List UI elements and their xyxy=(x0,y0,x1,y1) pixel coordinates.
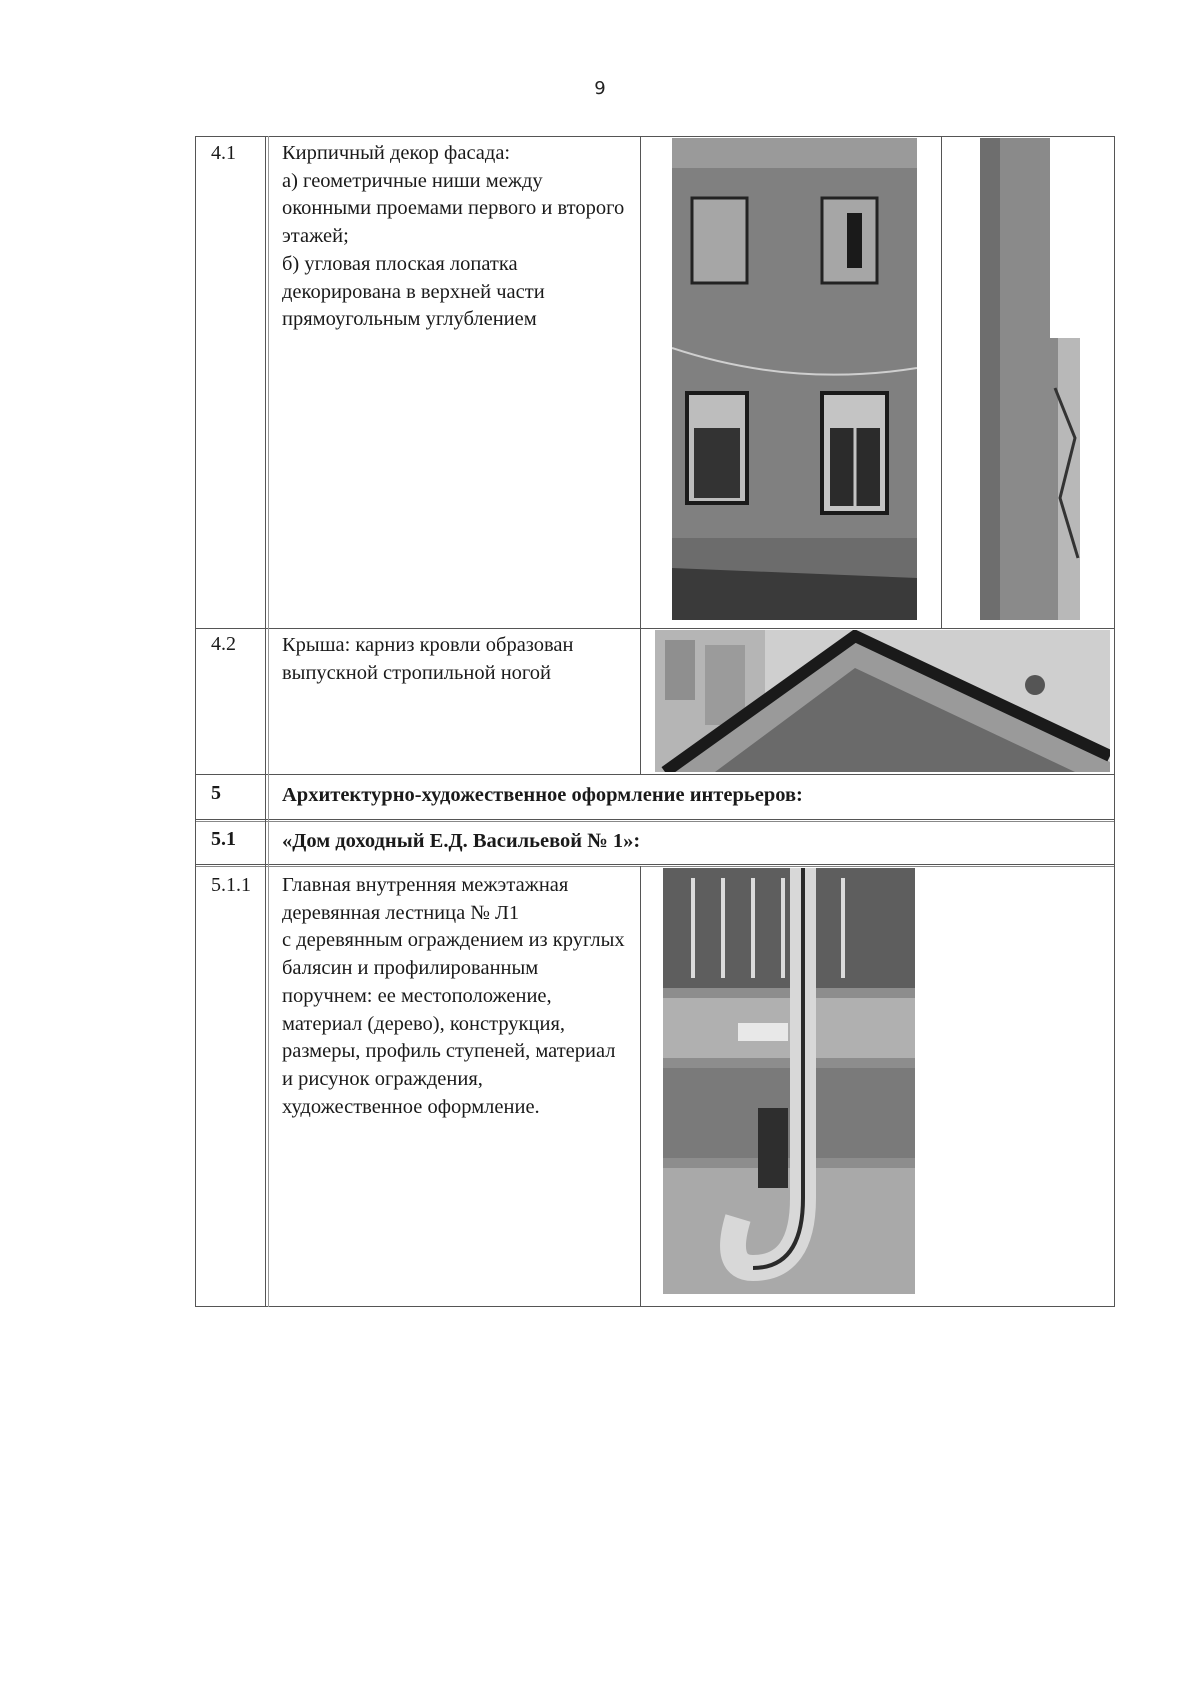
facade-corner-photo xyxy=(980,138,1080,620)
row-divider xyxy=(195,864,1115,865)
photo-split-divider xyxy=(941,136,942,628)
row-number: 5.1.1 xyxy=(211,874,251,896)
row-divider xyxy=(195,774,1115,775)
row-description: Главная внутренняя межэтажная деревянная лестница № Л1 с деревянным ограждением из круглых балясин и профилированным поручнем: ее местоположение, материал (дерево), конструкция, размеры, профиль ступеней, материал и рисунок ограждения, художественное оформление. xyxy=(282,874,625,1118)
table-border-left xyxy=(195,136,196,1307)
row-divider-double xyxy=(195,821,1115,822)
photo-column-divider xyxy=(640,136,641,774)
section-heading: Архитектурно-художественное оформление интерьеров: xyxy=(282,784,803,806)
roof-eave-photo xyxy=(655,630,1110,772)
photo-column-divider xyxy=(640,866,641,1307)
row-number: 5 xyxy=(211,782,221,804)
row-divider xyxy=(195,819,1115,820)
row-divider-double xyxy=(195,866,1115,867)
row-number: 5.1 xyxy=(211,828,236,850)
facade-photo xyxy=(672,138,917,620)
row-divider xyxy=(195,628,1115,629)
num-column-divider-double xyxy=(268,136,269,1307)
table-border-top xyxy=(195,136,1115,137)
table-border-bottom xyxy=(195,1306,1115,1307)
protected-features-table xyxy=(195,136,1115,1307)
staircase-photo xyxy=(663,868,915,1294)
row-number: 4.2 xyxy=(211,633,236,655)
row-description: Кирпичный декор фасада: а) геометричные ниши между оконными проемами первого и второго этажей; б) угловая плоская лопатка декорирована в верхней части прямоугольным углублением xyxy=(282,142,625,331)
subsection-heading: «Дом доходный Е.Д. Васильевой № 1»: xyxy=(282,830,641,852)
table-border-right xyxy=(1114,136,1115,1307)
row-number: 4.1 xyxy=(211,142,236,164)
row-description: Крыша: карниз кровли образован выпускной стропильной ногой xyxy=(282,634,574,684)
num-column-divider xyxy=(265,136,266,1307)
page-number: 9 xyxy=(594,78,606,99)
